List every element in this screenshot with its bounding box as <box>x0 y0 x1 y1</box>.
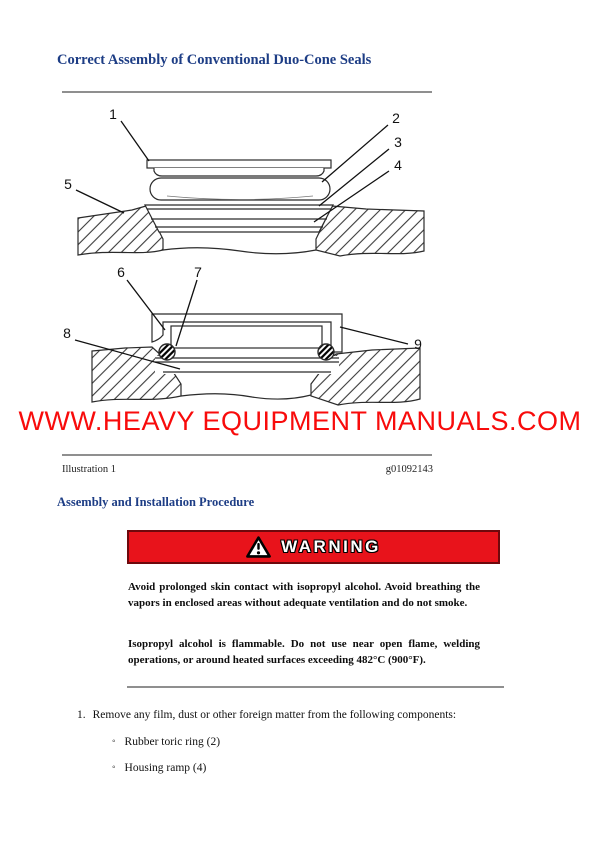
page-title: Correct Assembly of Conventional Duo-Cone Seals <box>57 52 372 68</box>
illustration-code: g01092143 <box>385 464 433 475</box>
callout-6: 6 <box>117 264 125 280</box>
diagram-exploded-view <box>78 160 424 256</box>
illustration-caption <box>62 464 433 475</box>
step-sub-item <box>112 735 220 750</box>
warning-paragraph: Isopropyl alcohol is flammable. Do not use near open flame, welding operations, or around heated surfaces exceeding 482°C (900°F). <box>128 638 480 666</box>
bullet-marker: ◦ <box>112 762 116 773</box>
horizontal-rule <box>127 686 504 688</box>
horizontal-rule <box>62 91 432 93</box>
callout-2: 2 <box>392 110 400 126</box>
step-sub-item <box>112 761 206 776</box>
warning-triangle-icon <box>246 536 271 558</box>
horizontal-rule <box>62 454 432 456</box>
sub-item-text: Housing ramp (4) <box>124 762 207 774</box>
callout-8: 8 <box>63 325 71 341</box>
callout-3: 3 <box>394 134 402 150</box>
bore-bottom-edge <box>163 248 316 254</box>
seal-ring-flange <box>147 160 331 168</box>
seal-ring-step <box>154 168 324 176</box>
callout-4: 4 <box>394 157 402 173</box>
procedure-step-1 <box>77 708 527 723</box>
bullet-marker: ◦ <box>112 736 116 747</box>
seal-ring-face <box>155 356 339 374</box>
step-number: 1. <box>77 709 86 721</box>
warning-paragraph: Avoid prolonged skin contact with isopropyl alcohol. Avoid breathing the vapors in enclosed areas without adequate ventilation and do not smoke. <box>128 581 480 609</box>
section-heading: Assembly and Installation Procedure <box>57 495 255 509</box>
toric-ring-left-compressed <box>159 344 175 360</box>
sub-item-text: Rubber toric ring (2) <box>124 736 221 748</box>
callout-5: 5 <box>64 176 72 192</box>
callout-9: 9 <box>414 336 422 352</box>
diagram-assembled-view <box>92 314 420 405</box>
watermark: WWW.HEAVY EQUIPMENT MANUALS.COM <box>18 406 582 436</box>
duo-cone-seal-diagram <box>0 100 600 452</box>
bore-bottom-edge <box>181 394 311 399</box>
warning-label: WARNING <box>281 537 381 556</box>
illustration-label: Illustration 1 <box>62 464 116 475</box>
seal-ring-body <box>171 326 322 348</box>
housing-right-section <box>316 206 424 256</box>
warning-banner <box>127 530 500 564</box>
callout-1: 1 <box>109 106 117 122</box>
callout-7: 7 <box>194 264 202 280</box>
step-text: Remove any film, dust or other foreign matter from the following components: <box>92 709 457 721</box>
toric-ring-right-compressed <box>318 344 334 360</box>
